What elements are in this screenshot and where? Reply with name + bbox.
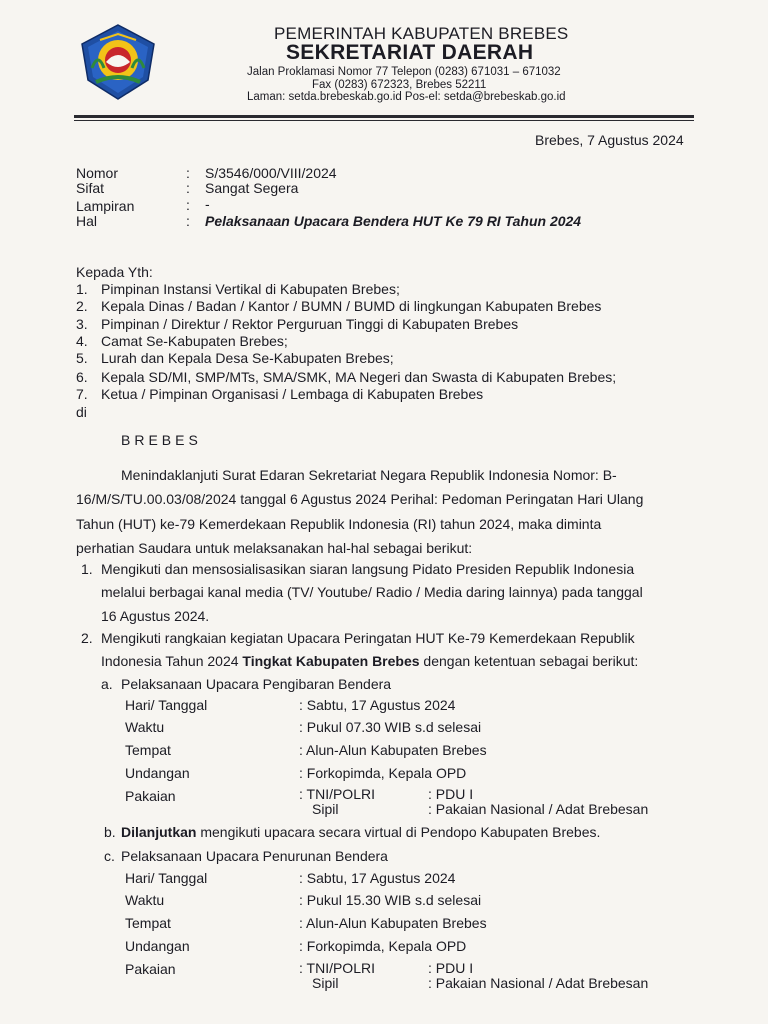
address-line-2: Fax (0283) 672323, Brebes 52211 [312,79,487,91]
detail-value: : Sabtu, 17 Agustus 2024 [299,697,456,713]
detail-key: Pakaian [125,788,176,804]
field-value-nomor: S/3546/000/VIII/2024 [205,165,337,181]
paragraph-line: Tahun (HUT) ke-79 Kemerdekaan Republik Indonesia (RI) tahun 2024, maka diminta [76,516,602,532]
detail-key: Hari/ Tanggal [125,697,208,713]
detail-value: : Forkopimda, Kepala OPD [299,938,467,954]
addressee-place: BREBES [121,432,202,448]
point-number: 2. [81,630,93,646]
dress-group-key: : TNI/POLRI [299,786,375,802]
detail-key: Undangan [125,765,190,781]
dress-group-value: : PDU I [428,960,474,976]
addressee-item: Pimpinan / Direktur / Rektor Perguruan Tinggi di Kabupaten Brebes [101,316,519,332]
addressee-item: Lurah dan Kepala Desa Se-Kabupaten Brebes; [101,350,394,366]
detail-value: : Alun-Alun Kabupaten Brebes [299,742,487,758]
addressee-num: 5. [76,350,88,366]
paragraph-line: Mengikuti rangkaian kegiatan Upacara Peringatan HUT Ke-79 Kemerdekaan Republik [101,630,635,646]
dress-group-value: : Pakaian Nasional / Adat Brebesan [428,801,649,817]
brebes-regency-emblem [78,22,158,102]
header-rule-thick [74,115,694,118]
detail-key: Waktu [125,892,165,908]
addressee-item: Camat Se-Kabupaten Brebes; [101,333,288,349]
detail-key: Hari/ Tanggal [125,870,208,886]
detail-key: Tempat [125,742,171,758]
paragraph-line: Mengikuti dan mensosialisasikan siaran langsung Pidato Presiden Republik Indonesia [101,561,635,577]
paragraph-line: Menindaklanjuti Surat Edaran Sekretariat Negara Republik Indonesia Nomor: B- [121,467,617,483]
paragraph-line [101,650,638,673]
field-value-lampiran: - [205,196,210,212]
emphasis-text: Dilanjutkan [121,824,197,840]
dress-group-key: : TNI/POLRI [299,960,375,976]
header-rule-thin [74,120,694,121]
addressee-num: 3. [76,316,88,332]
addressee-num: 4. [76,333,88,349]
address-line-3: Laman: setda.brebeskab.go.id Pos-el: setda@brebeskab.go.id [247,91,566,103]
detail-value: : Forkopimda, Kepala OPD [299,765,467,781]
paragraph-line: 16/M/S/TU.00.03/08/2024 tanggal 6 Agustus 2024 Perihal: Pedoman Peringatan Hari Ulang [76,491,644,507]
text-run: Indonesia Tahun 2024 [101,653,243,669]
text-run: dengan ketentuan sebagai berikut: [419,653,639,669]
sub-label: c. [104,848,115,864]
dress-group-value: : Pakaian Nasional / Adat Brebesan [428,975,649,991]
detail-value: : Pukul 07.30 WIB s.d selesai [299,719,482,735]
addressee-di: di [76,404,87,420]
dress-group-key: Sipil [312,975,339,991]
government-name: PEMERINTAH KABUPATEN BREBES [274,24,569,43]
field-label-lampiran: Lampiran [76,198,135,214]
addressee-item: Ketua / Pimpinan Organisasi / Lembaga di Kabupaten Brebes [101,386,484,402]
addressee-num: 2. [76,298,88,314]
paragraph-line: perhatian Saudara untuk melaksanakan hal-hal sebagai berikut: [76,540,473,556]
dress-group-value: : PDU I [428,786,474,802]
sub-label: a. [101,676,113,692]
addressee-num: 7. [76,386,88,402]
address-line-1: Jalan Proklamasi Nomor 77 Telepon (0283) 671031 – 671032 [247,66,561,78]
sub-text [121,824,600,840]
addressee-item: Pimpinan Instansi Vertikal di Kabupaten Brebes; [101,281,400,297]
paragraph-line: 16 Agustus 2024. [101,608,210,624]
detail-key: Waktu [125,719,165,735]
addressee-num: 1. [76,281,88,297]
field-label-nomor: Nomor [76,165,119,181]
detail-key: Tempat [125,915,171,931]
addressee-num: 6. [76,369,88,385]
field-separator: : [186,197,190,213]
emphasis-text: Tingkat Kabupaten Brebes [242,653,420,669]
detail-value: : Alun-Alun Kabupaten Brebes [299,915,487,931]
detail-value: : Pukul 15.30 WIB s.d selesai [299,892,482,908]
addressee-item: Kepala SD/MI, SMP/MTs, SMA/SMK, MA Negeri dan Swasta di Kabupaten Brebes; [101,369,617,385]
detail-value: : Sabtu, 17 Agustus 2024 [299,870,456,886]
field-label-hal: Hal [76,213,98,229]
detail-key: Pakaian [125,961,176,977]
field-value-sifat: Sangat Segera [205,180,299,196]
letter-date: Brebes, 7 Agustus 2024 [535,132,684,148]
text-run: mengikuti upacara secara virtual di Pendopo Kabupaten Brebes. [196,824,601,840]
field-separator: : [186,213,190,229]
addressee-item: Kepala Dinas / Badan / Kantor / BUMN / BUMD di lingkungan Kabupaten Brebes [101,298,602,314]
field-separator: : [186,180,190,196]
paragraph-line: melalui berbagai kanal media (TV/ Youtube/ Radio / Media daring lainnya) pada tanggal [101,584,643,600]
addressee-intro: Kepada Yth: [76,264,153,280]
sub-title: Pelaksanaan Upacara Penurunan Bendera [121,848,388,864]
detail-key: Undangan [125,938,190,954]
field-label-sifat: Sifat [76,180,105,196]
field-separator: : [186,165,190,181]
office-name: SEKRETARIAT DAERAH [286,41,534,64]
field-value-hal: Pelaksanaan Upacara Bendera HUT Ke 79 RI Tahun 2024 [205,213,582,229]
sub-title: Pelaksanaan Upacara Pengibaran Bendera [121,676,392,692]
dress-group-key: Sipil [312,801,339,817]
sub-label: b. [104,824,116,840]
point-number: 1. [81,561,93,577]
